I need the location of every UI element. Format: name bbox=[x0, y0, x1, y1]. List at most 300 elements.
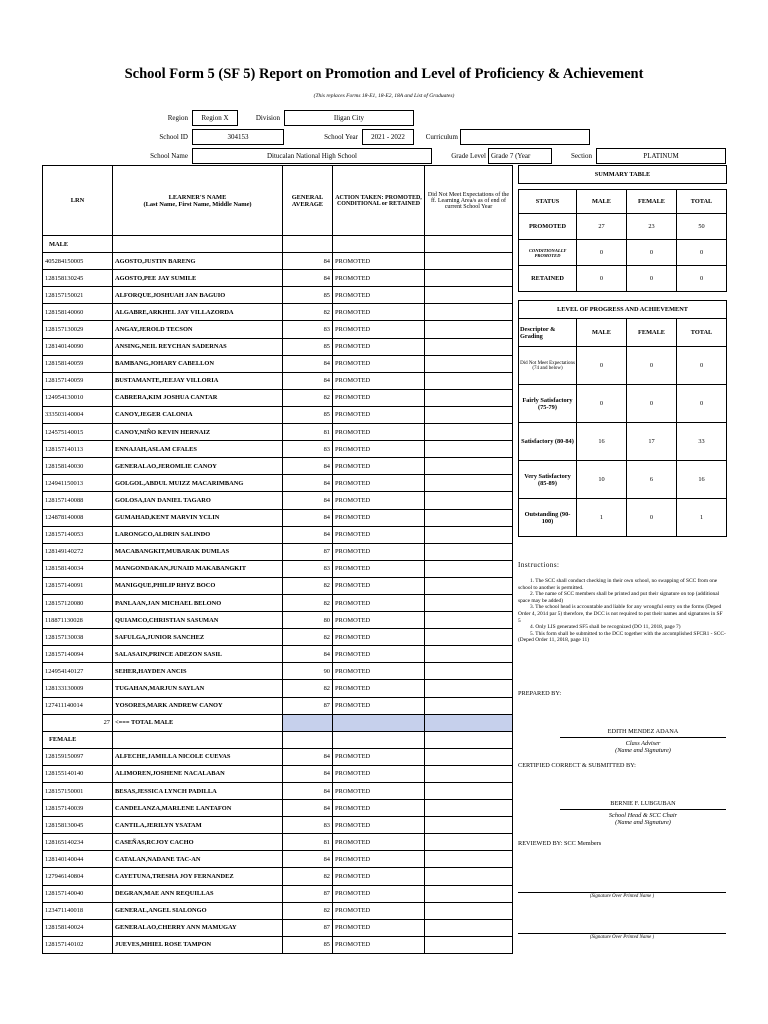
action-taken-cell: PROMOTED bbox=[333, 748, 425, 765]
progress-cell: 0 bbox=[577, 385, 627, 423]
general-average-cell: 84 bbox=[283, 475, 333, 492]
lrn-cell: 128157140040 bbox=[43, 885, 113, 902]
learner-name-cell: PANLAAN,JAN MICHAEL BELONO bbox=[113, 594, 283, 611]
table-row bbox=[43, 287, 513, 304]
lrn-cell: 128158140024 bbox=[43, 919, 113, 936]
learner-name-cell: CASEÑAS,RCJOY CACHO bbox=[113, 834, 283, 851]
adviser-signature-line bbox=[560, 737, 726, 738]
curriculum-label: Curriculum bbox=[425, 133, 458, 141]
progress-table bbox=[518, 300, 727, 537]
summary-row-label: PROMOTED bbox=[519, 214, 577, 240]
not-met-cell bbox=[425, 629, 513, 646]
summary-cell: 0 bbox=[627, 240, 677, 266]
section-field: PLATINUM bbox=[596, 148, 726, 164]
table-row bbox=[43, 406, 513, 423]
action-taken-cell: PROMOTED bbox=[333, 560, 425, 577]
action-taken-cell: PROMOTED bbox=[333, 509, 425, 526]
lrn-cell: 123471140018 bbox=[43, 902, 113, 919]
learner-name-cell: BAMBANG,JOHARY CABELLON bbox=[113, 355, 283, 372]
lrn-cell: 128159150097 bbox=[43, 748, 113, 765]
progress-male-header: MALE bbox=[577, 319, 627, 347]
female-section-label: FEMALE bbox=[43, 731, 113, 748]
progress-cell: 16 bbox=[677, 461, 727, 499]
empty-cell bbox=[333, 731, 425, 748]
learner-name-cell: SALASAIN,PRINCE ADEZON SASIL bbox=[113, 646, 283, 663]
total-male-action bbox=[333, 714, 425, 731]
not-met-cell bbox=[425, 509, 513, 526]
summary-female-header: FEMALE bbox=[627, 190, 677, 214]
general-average-cell: 84 bbox=[283, 526, 333, 543]
not-met-cell bbox=[425, 834, 513, 851]
table-row bbox=[43, 783, 513, 800]
table-row bbox=[43, 389, 513, 406]
lrn-cell: 128158130045 bbox=[43, 817, 113, 834]
instruction-item: 4. Only LIS generated SF5 shall be recognized (DO 11, 2018, page 7) bbox=[530, 624, 681, 631]
summary-cell: 0 bbox=[627, 266, 677, 292]
lrn-cell: 128158140034 bbox=[43, 560, 113, 577]
reviewed-by-label: REVIEWED BY: SCC Members bbox=[518, 840, 602, 847]
learner-name-cell: ALIMOREN,JOSHENE NACALABAN bbox=[113, 765, 283, 782]
general-average-cell: 84 bbox=[283, 646, 333, 663]
progress-row-label: Outstanding (90-100) bbox=[519, 499, 577, 537]
certified-label: CERTIFIED CORRECT & SUBMITTED BY: bbox=[518, 762, 636, 769]
lrn-cell: 128157150001 bbox=[43, 783, 113, 800]
table-row bbox=[43, 885, 513, 902]
lrn-cell: 128157140091 bbox=[43, 577, 113, 594]
action-taken-cell: PROMOTED bbox=[333, 389, 425, 406]
not-met-cell bbox=[425, 424, 513, 441]
region-field: Region X bbox=[192, 110, 238, 126]
table-row bbox=[43, 321, 513, 338]
progress-cell: 1 bbox=[677, 499, 727, 537]
lrn-cell: 128157130029 bbox=[43, 321, 113, 338]
summary-status-header: STATUS bbox=[519, 190, 577, 214]
female-section bbox=[43, 731, 513, 748]
name-header-line1: LEARNER'S NAME bbox=[168, 193, 227, 201]
learner-name-cell: CAYETUNA,TRESHA JOY FERNANDEZ bbox=[113, 868, 283, 885]
school-head-role: School Head & SCC Chair bbox=[608, 812, 678, 819]
lrn-cell: 128157150021 bbox=[43, 287, 113, 304]
table-row bbox=[43, 697, 513, 714]
summary-total-header: TOTAL bbox=[677, 190, 727, 214]
grade-level-label: Grade Level bbox=[451, 152, 486, 160]
summary-cell: 0 bbox=[677, 240, 727, 266]
general-average-cell: 81 bbox=[283, 834, 333, 851]
lrn-cell: 128158130245 bbox=[43, 270, 113, 287]
lrn-cell: 128140140044 bbox=[43, 851, 113, 868]
lrn-cell: 128157140094 bbox=[43, 646, 113, 663]
summary-cell: 27 bbox=[577, 214, 627, 240]
total-male-not-met bbox=[425, 714, 513, 731]
learner-name-cell: CANOY,NIÑO KEVIN HERNAIZ bbox=[113, 424, 283, 441]
table-row bbox=[43, 509, 513, 526]
action-taken-cell: PROMOTED bbox=[333, 253, 425, 270]
general-average-cell: 83 bbox=[283, 560, 333, 577]
not-met-cell bbox=[425, 355, 513, 372]
general-average-cell: 85 bbox=[283, 406, 333, 423]
instructions-title: Instructions: bbox=[518, 561, 560, 569]
learner-name-cell: GUMAHAD,KENT MARVIN YCLIN bbox=[113, 509, 283, 526]
school-id-field: 304153 bbox=[192, 129, 284, 145]
general-average-cell: 84 bbox=[283, 783, 333, 800]
action-taken-cell: PROMOTED bbox=[333, 834, 425, 851]
grade-level-field: Grade 7 (Year bbox=[488, 148, 552, 164]
general-average-cell: 82 bbox=[283, 577, 333, 594]
action-taken-cell: PROMOTED bbox=[333, 765, 425, 782]
learner-name-cell: CANTILA,JERILYN YSATAM bbox=[113, 817, 283, 834]
learner-name-cell: ENNAJAH,ASLAM CFALES bbox=[113, 441, 283, 458]
general-average-cell: 84 bbox=[283, 458, 333, 475]
table-row bbox=[43, 748, 513, 765]
action-taken-cell: PROMOTED bbox=[333, 543, 425, 560]
learner-name-cell: ALFORQUE,JOSHUAH JAN BAGUIO bbox=[113, 287, 283, 304]
table-row bbox=[43, 304, 513, 321]
not-met-cell bbox=[425, 304, 513, 321]
action-taken-cell: PROMOTED bbox=[333, 936, 425, 953]
learner-name-cell: GENERALAO,JEROMLIE CANOY bbox=[113, 458, 283, 475]
action-taken-cell: PROMOTED bbox=[333, 338, 425, 355]
adviser-name: EDITH MENDEZ ADANA bbox=[607, 728, 679, 735]
action-taken-cell: PROMOTED bbox=[333, 475, 425, 492]
school-year-field: 2021 - 2022 bbox=[362, 129, 414, 145]
lrn-cell: 405284150005 bbox=[43, 253, 113, 270]
lrn-cell: 128155140140 bbox=[43, 765, 113, 782]
action-taken-cell: PROMOTED bbox=[333, 441, 425, 458]
general-average-cell: 87 bbox=[283, 919, 333, 936]
total-male-count: 27 bbox=[43, 714, 113, 731]
lrn-cell: 128157140113 bbox=[43, 441, 113, 458]
empty-cell bbox=[283, 236, 333, 253]
table-row bbox=[43, 372, 513, 389]
table-row bbox=[43, 355, 513, 372]
lrn-cell: 128165140234 bbox=[43, 834, 113, 851]
action-taken-cell: PROMOTED bbox=[333, 612, 425, 629]
instruction-item: 1. The SCC shall conduct checking in their own school, no swapping of SCC from one school to another is permitted. bbox=[518, 578, 718, 591]
general-average-cell: 84 bbox=[283, 270, 333, 287]
general-average-cell: 81 bbox=[283, 424, 333, 441]
lrn-cell: 128157140088 bbox=[43, 492, 113, 509]
not-met-cell bbox=[425, 389, 513, 406]
general-average-cell: 83 bbox=[283, 817, 333, 834]
learner-name-cell: MANGONDAKAN,JUNAID MAKABANGKIT bbox=[113, 560, 283, 577]
school-year-label: School Year bbox=[324, 133, 358, 141]
not-met-cell bbox=[425, 338, 513, 355]
progress-row-label: Satisfactory (80-84) bbox=[519, 423, 577, 461]
table-row bbox=[43, 919, 513, 936]
general-average-cell: 84 bbox=[283, 509, 333, 526]
lrn-cell: 124941150013 bbox=[43, 475, 113, 492]
general-average-cell: 85 bbox=[283, 287, 333, 304]
table-row bbox=[43, 560, 513, 577]
summary-cell: 0 bbox=[677, 266, 727, 292]
table-row bbox=[43, 594, 513, 611]
lrn-cell: 128157140059 bbox=[43, 372, 113, 389]
general-average-cell: 90 bbox=[283, 663, 333, 680]
general-average-cell: 84 bbox=[283, 800, 333, 817]
learner-name-cell: MACABANGKIT,MUBARAK DUMLAS bbox=[113, 543, 283, 560]
summary-title: SUMMARY TABLE bbox=[519, 166, 727, 184]
not-met-cell bbox=[425, 817, 513, 834]
curriculum-field bbox=[460, 129, 590, 145]
action-taken-cell: PROMOTED bbox=[333, 851, 425, 868]
progress-cell: 16 bbox=[577, 423, 627, 461]
lrn-cell: 333503140004 bbox=[43, 406, 113, 423]
learner-name-cell: CANDELANZA,MARLENE LANTAFON bbox=[113, 800, 283, 817]
progress-cell: 1 bbox=[577, 499, 627, 537]
action-taken-cell: PROMOTED bbox=[333, 817, 425, 834]
table-row bbox=[43, 458, 513, 475]
prepared-by-label: PREPARED BY: bbox=[518, 690, 562, 697]
general-average-cell: 82 bbox=[283, 680, 333, 697]
learner-name-cell: ANGAY,JEROLD TECSON bbox=[113, 321, 283, 338]
action-taken-cell: PROMOTED bbox=[333, 902, 425, 919]
table-row bbox=[43, 492, 513, 509]
school-head-signature-line bbox=[560, 809, 726, 810]
progress-cell: 0 bbox=[627, 385, 677, 423]
not-met-cell bbox=[425, 594, 513, 611]
learner-name-cell: GOLOSA,IAN DANIEL TAGARO bbox=[113, 492, 283, 509]
summary-row-label: CONDITIONALLY PROMOTED bbox=[519, 240, 577, 266]
general-average-cell: 84 bbox=[283, 765, 333, 782]
not-met-cell bbox=[425, 406, 513, 423]
action-taken-cell: PROMOTED bbox=[333, 680, 425, 697]
lrn-cell: 118871130028 bbox=[43, 612, 113, 629]
action-taken-cell: PROMOTED bbox=[333, 304, 425, 321]
progress-descriptor-header: Descriptor & Grading bbox=[519, 319, 577, 347]
progress-cell: 6 bbox=[627, 461, 677, 499]
action-taken-cell: PROMOTED bbox=[333, 800, 425, 817]
lrn-cell: 128157120080 bbox=[43, 594, 113, 611]
not-met-cell bbox=[425, 577, 513, 594]
general-average-cell: 82 bbox=[283, 629, 333, 646]
not-met-cell bbox=[425, 492, 513, 509]
general-average-cell: 84 bbox=[283, 253, 333, 270]
table-row bbox=[43, 475, 513, 492]
general-average-cell: 80 bbox=[283, 612, 333, 629]
summary-row-label: RETAINED bbox=[519, 266, 577, 292]
action-taken-cell: PROMOTED bbox=[333, 406, 425, 423]
general-average-cell: 84 bbox=[283, 851, 333, 868]
table-row bbox=[43, 543, 513, 560]
not-met-cell bbox=[425, 560, 513, 577]
instructions-list bbox=[518, 578, 726, 644]
table-row bbox=[43, 612, 513, 629]
table-row bbox=[43, 680, 513, 697]
school-id-label: School ID bbox=[159, 133, 188, 141]
instruction-item: 2. The name of SCC members shall be printed and put their signature on top (additional space may be added) bbox=[518, 591, 720, 604]
lrn-cell: 127946140804 bbox=[43, 868, 113, 885]
total-male-average bbox=[283, 714, 333, 731]
average-header-line1: GENERAL bbox=[291, 193, 324, 201]
learner-name-cell: MANIGQUE,PHILIP RHYZ BOCO bbox=[113, 577, 283, 594]
empty-cell bbox=[113, 236, 283, 253]
table-row bbox=[43, 765, 513, 782]
action-taken-cell: PROMOTED bbox=[333, 492, 425, 509]
learner-name-cell: QUIAMCO,CHRISTIAN SASUMAN bbox=[113, 612, 283, 629]
progress-total-header: TOTAL bbox=[677, 319, 727, 347]
action-taken-cell: PROMOTED bbox=[333, 629, 425, 646]
lrn-cell: 124954130010 bbox=[43, 389, 113, 406]
action-taken-cell: PROMOTED bbox=[333, 868, 425, 885]
action-taken-cell: PROMOTED bbox=[333, 372, 425, 389]
action-taken-cell: PROMOTED bbox=[333, 321, 425, 338]
lrn-cell: 128157140039 bbox=[43, 800, 113, 817]
general-average-cell: 83 bbox=[283, 321, 333, 338]
progress-cell: 0 bbox=[577, 347, 627, 385]
adviser-note: (Name and Signature) bbox=[615, 747, 671, 754]
not-met-cell bbox=[425, 697, 513, 714]
adviser-role: Class Adviser bbox=[625, 740, 661, 747]
progress-cell: 0 bbox=[677, 385, 727, 423]
table-row bbox=[43, 834, 513, 851]
empty-cell bbox=[425, 731, 513, 748]
lrn-cell: 128158140059 bbox=[43, 355, 113, 372]
progress-cell: 33 bbox=[677, 423, 727, 461]
summary-cell: 23 bbox=[627, 214, 677, 240]
table-row bbox=[43, 338, 513, 355]
lrn-cell: 128140140090 bbox=[43, 338, 113, 355]
progress-row-label: Fairly Satisfactory (75-79) bbox=[519, 385, 577, 423]
not-met-cell bbox=[425, 765, 513, 782]
region-label: Region bbox=[167, 114, 188, 122]
progress-female-header: FEMALE bbox=[627, 319, 677, 347]
general-average-cell: 82 bbox=[283, 902, 333, 919]
not-met-cell bbox=[425, 287, 513, 304]
learner-name-cell: GENERAL,ANGEL SIALONGO bbox=[113, 902, 283, 919]
male-section-label: MALE bbox=[43, 236, 113, 253]
lrn-cell: 128158140060 bbox=[43, 304, 113, 321]
lrn-cell: 124575140015 bbox=[43, 424, 113, 441]
learner-name-cell: ANSING,NEIL REYCHAN SADERNAS bbox=[113, 338, 283, 355]
learner-name-cell: TUGAHAN,MARJUN SAYLAN bbox=[113, 680, 283, 697]
table-row bbox=[43, 424, 513, 441]
lrn-cell: 128157140053 bbox=[43, 526, 113, 543]
general-average-cell: 84 bbox=[283, 372, 333, 389]
scc-member-line bbox=[518, 933, 726, 934]
form-title: School Form 5 (SF 5) Report on Promotion and Level of Proficiency & Achievement bbox=[124, 66, 644, 82]
learner-name-cell: DEGRAN,MAE ANN REQUILLAS bbox=[113, 885, 283, 902]
general-average-cell: 83 bbox=[283, 441, 333, 458]
scc-member-note: (Signature Over Printed Name ) bbox=[589, 935, 655, 940]
not-met-cell bbox=[425, 321, 513, 338]
table-row bbox=[43, 663, 513, 680]
lrn-cell: 128157140102 bbox=[43, 936, 113, 953]
summary-cell: 0 bbox=[577, 266, 627, 292]
average-header-line2: AVERAGE bbox=[291, 200, 324, 208]
progress-cell: 0 bbox=[627, 499, 677, 537]
learner-name-cell: GENERALAO,CHERRY ANN MAMUGAY bbox=[113, 919, 283, 936]
general-average-cell: 82 bbox=[283, 304, 333, 321]
male-section bbox=[43, 236, 513, 253]
action-taken-cell: PROMOTED bbox=[333, 646, 425, 663]
general-average-cell: 82 bbox=[283, 389, 333, 406]
total-male-row bbox=[43, 714, 513, 731]
general-average-cell: 84 bbox=[283, 355, 333, 372]
action-taken-cell: PROMOTED bbox=[333, 270, 425, 287]
progress-cell: 0 bbox=[677, 347, 727, 385]
action-taken-cell: PROMOTED bbox=[333, 783, 425, 800]
not-met-cell bbox=[425, 748, 513, 765]
general-average-cell: 84 bbox=[283, 492, 333, 509]
empty-cell bbox=[333, 236, 425, 253]
not-met-cell bbox=[425, 680, 513, 697]
learner-name-cell: SEHER,HAYDEN ANCIS bbox=[113, 663, 283, 680]
progress-cell: 0 bbox=[627, 347, 677, 385]
learner-name-cell: CABRERA,KIM JOSHUA CANTAR bbox=[113, 389, 283, 406]
table-row bbox=[43, 270, 513, 287]
learner-table bbox=[42, 165, 513, 954]
school-head-name: BERNIE F. LUBGUBAN bbox=[610, 800, 676, 807]
table-row bbox=[43, 646, 513, 663]
action-taken-cell: PROMOTED bbox=[333, 355, 425, 372]
instruction-item: 3. The school head is accountable and liable for any wrongful entry on the forms (Deped Order 4, 2014 par 5) therefore, the DCC is not required to put their names and signatures in SF 5 bbox=[518, 604, 723, 624]
not-met-cell bbox=[425, 800, 513, 817]
table-row bbox=[43, 800, 513, 817]
empty-cell bbox=[425, 236, 513, 253]
table-row bbox=[43, 577, 513, 594]
lrn-cell: 127411140014 bbox=[43, 697, 113, 714]
not-met-cell bbox=[425, 526, 513, 543]
not-met-cell bbox=[425, 612, 513, 629]
lrn-cell: 128149140272 bbox=[43, 543, 113, 560]
lrn-cell: 128133130009 bbox=[43, 680, 113, 697]
progress-title: LEVEL OF PROGRESS AND ACHIEVEMENT bbox=[519, 301, 727, 319]
division-field: Iligan City bbox=[284, 110, 414, 126]
section-label: Section bbox=[571, 152, 592, 160]
not-met-cell bbox=[425, 919, 513, 936]
not-met-cell bbox=[425, 458, 513, 475]
not-met-cell bbox=[425, 270, 513, 287]
general-average-cell: 84 bbox=[283, 748, 333, 765]
not-met-cell bbox=[425, 885, 513, 902]
learner-name-cell: BUSTAMANTE,JEEJAY VILLORIA bbox=[113, 372, 283, 389]
average-header bbox=[283, 166, 333, 236]
general-average-cell: 85 bbox=[283, 936, 333, 953]
action-taken-cell: PROMOTED bbox=[333, 424, 425, 441]
lrn-cell: 124954140127 bbox=[43, 663, 113, 680]
not-met-cell bbox=[425, 936, 513, 953]
table-row bbox=[43, 441, 513, 458]
learner-name-cell: LARONGCO,ALDRIN SALINDO bbox=[113, 526, 283, 543]
not-met-cell bbox=[425, 253, 513, 270]
action-header: ACTION TAKEN: PROMOTED, CONDITIONAL or RETAINED bbox=[333, 166, 425, 236]
progress-cell: 10 bbox=[577, 461, 627, 499]
not-met-cell bbox=[425, 441, 513, 458]
general-average-cell: 82 bbox=[283, 594, 333, 611]
table-row bbox=[43, 629, 513, 646]
not-met-header: Did Not Meet Expectations of the ff. Learning Area/s as of end of current School Year bbox=[425, 166, 513, 236]
learner-name-cell: AGOSTO,JUSTIN BARENG bbox=[113, 253, 283, 270]
name-header-line2: (Last Name, First Name, Middle Name) bbox=[143, 200, 252, 208]
learner-name-cell: GOLGOL,ABDUL MUIZZ MACARIMBANG bbox=[113, 475, 283, 492]
table-row bbox=[43, 936, 513, 953]
table-row bbox=[43, 868, 513, 885]
lrn-cell: 124878140008 bbox=[43, 509, 113, 526]
not-met-cell bbox=[425, 783, 513, 800]
progress-row-label: Very Satisfactory (85-89) bbox=[519, 461, 577, 499]
not-met-cell bbox=[425, 902, 513, 919]
progress-row-label: Did Not Meet Expectations (74 and below) bbox=[519, 347, 577, 385]
action-taken-cell: PROMOTED bbox=[333, 919, 425, 936]
not-met-cell bbox=[425, 372, 513, 389]
empty-cell bbox=[283, 731, 333, 748]
learner-name-cell: CANOY,JEGER CALONIA bbox=[113, 406, 283, 423]
learner-name-cell: ALGABRE,ARKHEL JAY VILLAZORDA bbox=[113, 304, 283, 321]
action-taken-cell: PROMOTED bbox=[333, 663, 425, 680]
not-met-cell bbox=[425, 475, 513, 492]
table-row bbox=[43, 902, 513, 919]
lrn-cell: 128157130038 bbox=[43, 629, 113, 646]
